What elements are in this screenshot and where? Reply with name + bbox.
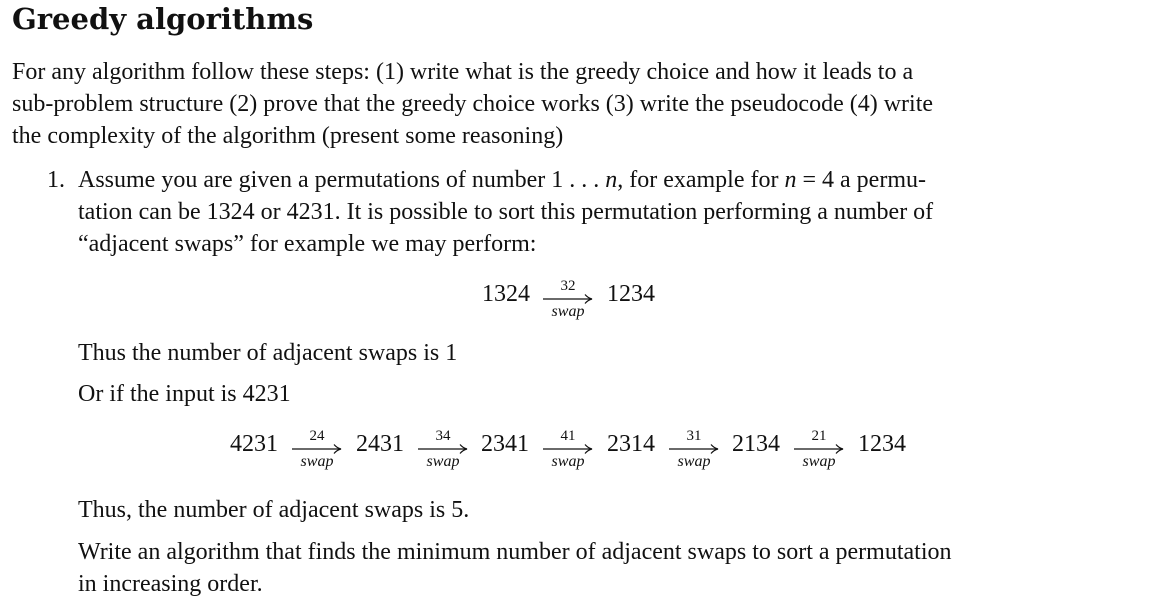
permutation-value: 2431 bbox=[356, 431, 404, 457]
page-title: Greedy algorithms bbox=[12, 2, 314, 36]
result-1: Thus the number of adjacent swaps is 1 bbox=[78, 340, 458, 366]
permutation-value: 2341 bbox=[481, 431, 529, 457]
problem-line-1 bbox=[78, 164, 933, 196]
permutation-value: 1234 bbox=[607, 281, 655, 307]
example-1-equation bbox=[482, 278, 682, 341]
permutation-value: 1324 bbox=[482, 281, 530, 307]
swap-pair-label: 24 bbox=[309, 428, 325, 444]
swap-pair-label: 41 bbox=[560, 428, 576, 444]
or-input-text: Or if the input is 4231 bbox=[78, 381, 291, 407]
swap-label: swap bbox=[551, 453, 585, 470]
swap-arrow bbox=[542, 278, 594, 320]
task-line: Write an algorithm that finds the minimum number of adjacent swaps to sort a permutation bbox=[78, 539, 952, 565]
example-2-equation bbox=[230, 428, 930, 491]
permutation-value: 1234 bbox=[858, 431, 906, 457]
permutation-value: 2314 bbox=[607, 431, 655, 457]
result-2: Thus, the number of adjacent swaps is 5. bbox=[78, 497, 470, 523]
swap-label: swap bbox=[551, 303, 585, 320]
swap-pair-label: 34 bbox=[435, 428, 451, 444]
swap-label: swap bbox=[426, 453, 460, 470]
problem-text: Assume you are given a permutations of number 1 . . . bbox=[78, 167, 606, 193]
swap-arrow bbox=[291, 428, 343, 470]
problem-text: = 4 a permu- bbox=[796, 167, 926, 193]
swap-arrow bbox=[417, 428, 469, 470]
swap-arrow bbox=[793, 428, 845, 470]
intro-line: For any algorithm follow these steps: (1) write what is the greedy choice and how it leads to a bbox=[12, 59, 914, 85]
intro-line: sub-problem structure (2) prove that the greedy choice works (3) write the pseudocode (4) write bbox=[12, 91, 934, 117]
math-variable: n bbox=[784, 167, 797, 193]
swap-arrow bbox=[542, 428, 594, 470]
task-line: in increasing order. bbox=[78, 571, 263, 597]
swap-pair-label: 32 bbox=[560, 278, 576, 294]
swap-label: swap bbox=[300, 453, 334, 470]
swap-label: swap bbox=[677, 453, 711, 470]
intro-paragraph bbox=[12, 56, 933, 152]
task-statement bbox=[78, 536, 952, 600]
swap-arrow bbox=[668, 428, 720, 470]
problem-line-2: tation can be 1324 or 4231. It is possible to sort this permutation performing a number of bbox=[78, 199, 934, 225]
problem-text: , for example for bbox=[617, 167, 785, 193]
swap-label: swap bbox=[802, 453, 836, 470]
problem-number: 1. bbox=[47, 167, 65, 193]
problem-line-3: “adjacent swaps” for example we may perform: bbox=[78, 231, 537, 257]
permutation-value: 2134 bbox=[732, 431, 780, 457]
swap-pair-label: 31 bbox=[686, 428, 702, 444]
permutation-value: 4231 bbox=[230, 431, 278, 457]
math-variable: n bbox=[605, 167, 618, 193]
problem-statement bbox=[78, 164, 933, 260]
intro-line: the complexity of the algorithm (present some reasoning) bbox=[12, 123, 564, 149]
swap-pair-label: 21 bbox=[811, 428, 827, 444]
